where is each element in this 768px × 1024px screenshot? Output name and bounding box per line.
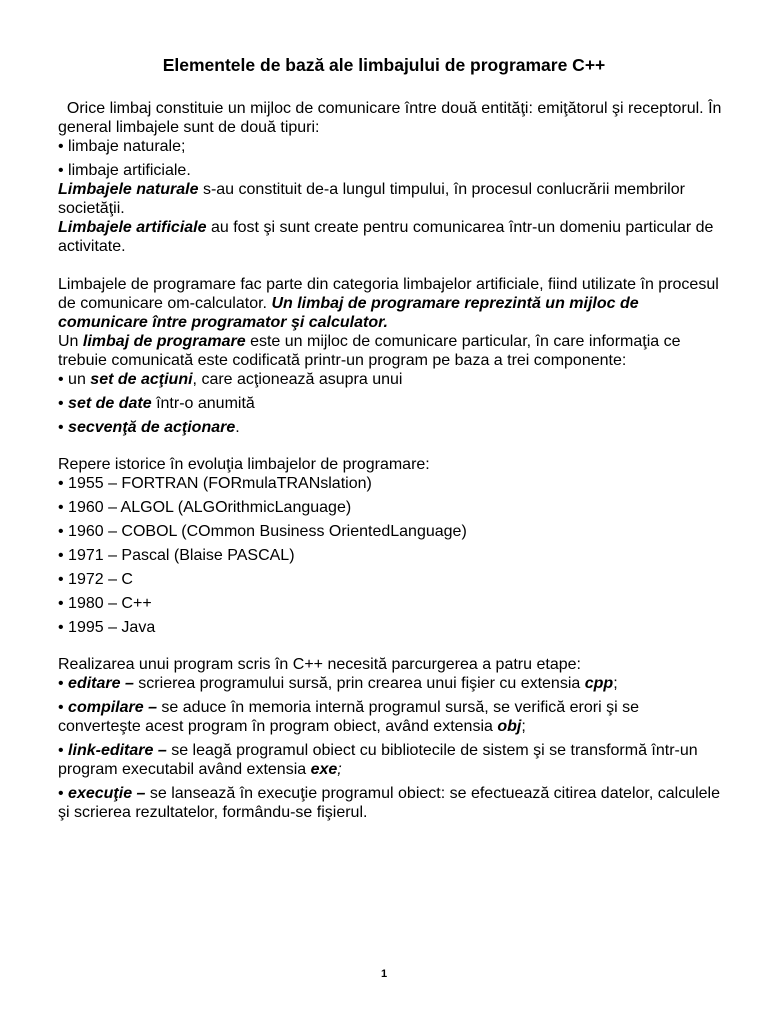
list-item: • 1960 – ALGOL (ALGOrithmicLanguage) [58, 499, 352, 516]
list-item: • 1955 – FORTRAN (FORmulaTRANslation) [58, 475, 372, 492]
term-artificial: Limbajele artificiale [58, 219, 207, 236]
list-item: • 1995 – Java [58, 619, 156, 636]
term-programming-language: limbaj de programare [82, 333, 246, 350]
term-natural: Limbajele naturale [58, 181, 199, 198]
list-item: • 1960 – COBOL (COmmon Business OrientedLanguage) [58, 523, 467, 540]
list-item: • 1972 – C [58, 571, 133, 588]
prog-definition-emphasis: Un limbaj de programare reprezintă un mijloc de comunicare între programator şi calculator. [58, 295, 639, 331]
list-item: • un set de acţiuni, care acţionează asupra unui [58, 371, 403, 388]
list-item: • 1971 – Pascal (Blaise PASCAL) [58, 547, 295, 564]
stages-heading: Realizarea unui program scris în C++ necesită parcurgerea a patru etape: [58, 656, 581, 673]
programming-languages-paragraph [58, 275, 722, 332]
list-item: • limbaje artificiale. [58, 162, 191, 179]
artificial-text: au fost şi sunt create pentru comunicarea într-un domeniu particular de activitate. [58, 219, 714, 255]
list-item: • execuţie – se lansează în execuţie programul obiect: se efectuează citirea datelor, calculele şi scrierea rezultatelor, formându-se fişierul. [58, 785, 720, 821]
list-item: • 1980 – C++ [58, 595, 152, 612]
natural-text: s-au constituit de-a lungul timpului, în procesul conlucrării membrilor societăţii. [58, 181, 685, 217]
definition-paragraph [58, 332, 722, 370]
prog-text: Limbajele de programare fac parte din categoria limbajelor artificiale, fiind utilizate în procesul de comunicare om-calculator. [58, 276, 719, 312]
document-body [58, 99, 726, 822]
list-item: • secvenţă de acţionare. [58, 419, 240, 436]
page-title: Elementele de bază ale limbajului de programare C++ [162, 55, 606, 75]
history-heading: Repere istorice în evoluţia limbajelor de programare: [58, 456, 430, 473]
def-text: este un mijloc de comunicare particular, în care informaţia ce trebuie comunicată este codificată printr-un program pe baza a trei componente: [58, 333, 681, 369]
def-pre: Un [58, 333, 83, 350]
list-item: • limbaje naturale; [58, 138, 186, 155]
page-number: 1 [380, 968, 388, 980]
intro-paragraph: Orice limbaj constituie un mijloc de comunicare între două entităţi: emiţătorul şi receptorul. În general limbajele sunt de două tipuri: [58, 100, 726, 136]
list-item: • editare – scrierea programului sursă, prin crearea unui fişier cu extensia cpp; [58, 675, 618, 692]
list-item: • compilare – se aduce în memoria internă programul sursă, se verifică erori şi se converteşte acest program în program obiect, având extensia obj; [58, 699, 639, 735]
artificial-languages-paragraph [58, 218, 722, 256]
list-item: • set de date într-o anumită [58, 395, 255, 412]
natural-languages-paragraph [58, 180, 722, 218]
list-item: • link-editare – se leagă programul obiect cu bibliotecile de sistem şi se transformă într-un program executabil având extensia exe; [58, 742, 698, 778]
